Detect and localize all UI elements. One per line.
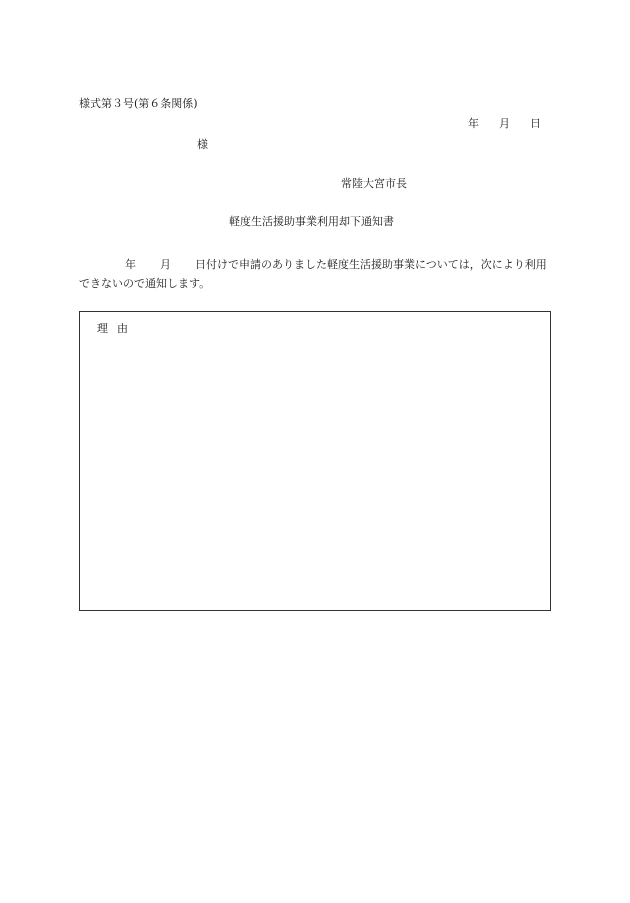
- body-month-label: 月: [160, 258, 171, 271]
- form-number: 様式第３号(第６条関係): [79, 97, 198, 110]
- date-year-label: 年: [468, 117, 479, 130]
- notice-body: [79, 255, 553, 293]
- body-text: 日付けで申請のありました軽度生活援助事業については，次により利用できないので通知します。: [79, 258, 547, 290]
- reason-box: [79, 311, 551, 611]
- sender: 常陸大宮市長: [341, 177, 407, 190]
- body-year-label: 年: [125, 258, 136, 271]
- document-title: 軽度生活援助事業利用却下通知書: [229, 215, 394, 228]
- reason-label: 理由: [97, 322, 137, 335]
- date-month-label: 月: [499, 117, 510, 130]
- date-line: [468, 117, 541, 131]
- date-day-label: 日: [530, 117, 541, 130]
- addressee-suffix: 様: [197, 138, 208, 151]
